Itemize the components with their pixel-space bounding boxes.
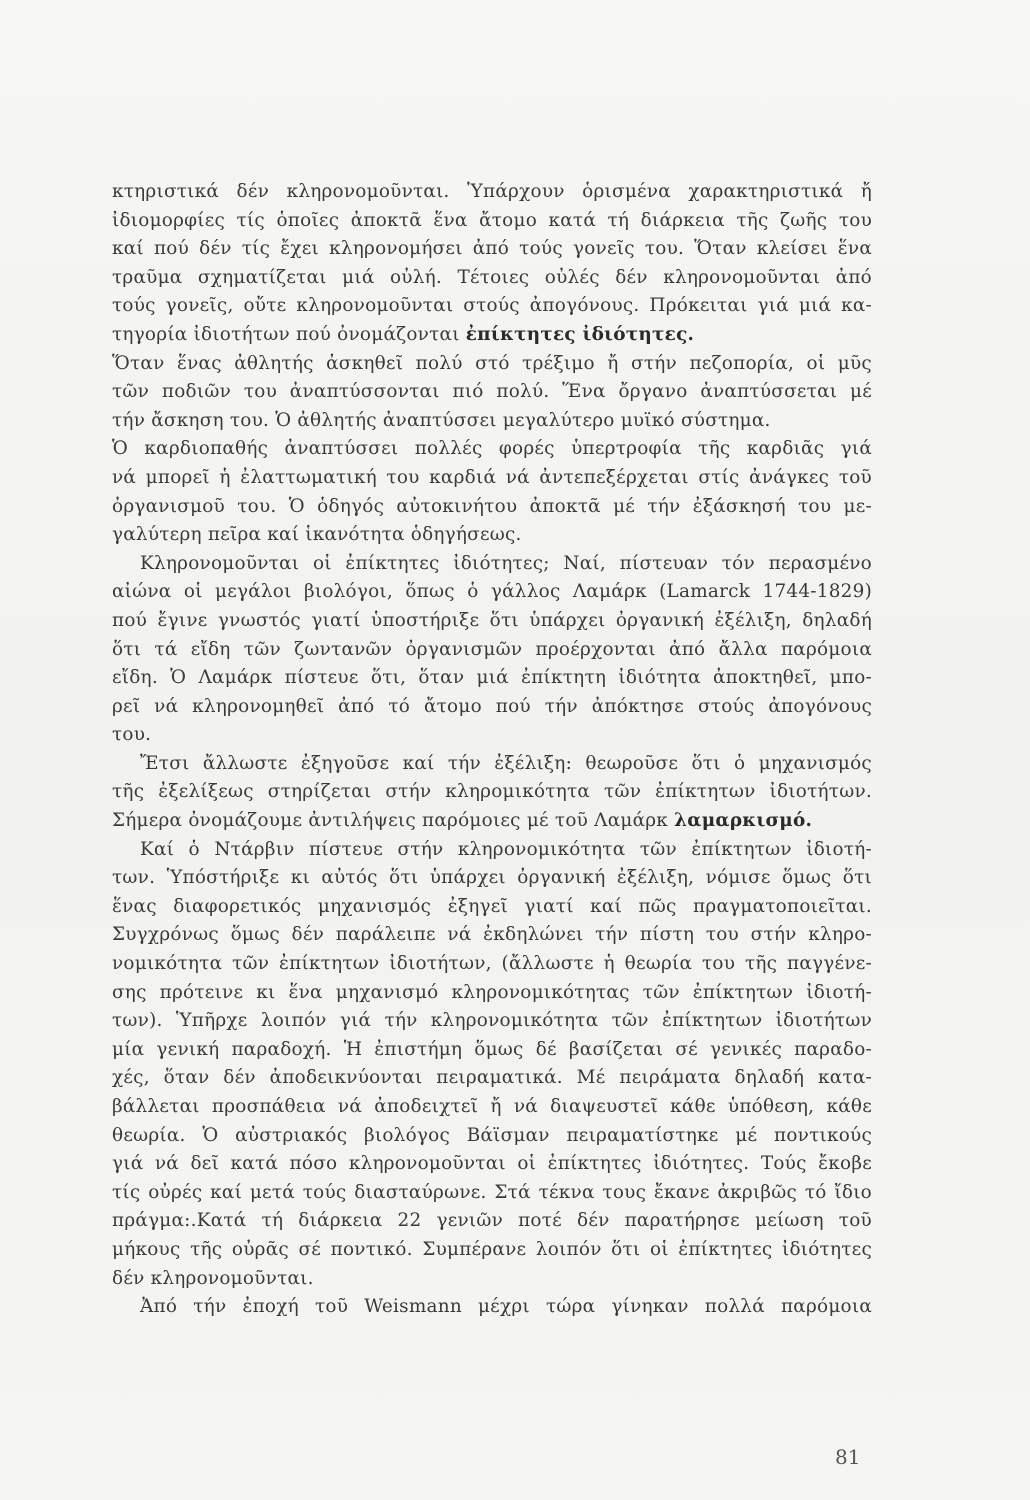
text-line: θεωρία. Ὁ αὐστριακός βιολόγος Βάϊσμαν πειραματίστηκε μέ ποντικούς <box>112 1124 872 1146</box>
text-line: χές, ὅταν δέν ἀποδεικνύονται πειραματικά. Μέ πειράματα δηλαδή κατα- <box>112 1067 872 1089</box>
text-line: γαλύτερη πεῖρα καί ἱκανότητα ὁδηγήσεως. <box>112 524 522 546</box>
bold-term-lamarckism: λαμαρκισμό. <box>674 810 813 832</box>
text-line: πράγμα:.Κατά τή διάρκεια 22 γενιῶν ποτέ δέν παρατήρησε μείωση τοῦ <box>112 1210 872 1232</box>
text-line: μήκους τῆς οὐρᾶς σέ ποντικό. Συμπέρανε λοιπόν ὅτι οἱ ἐπίκτητες ἰδιότητες <box>112 1238 872 1260</box>
text-line: ὅτι τά εἴδη τῶν ζωντανῶν ὀργανισμῶν προέρχονται ἀπό ἄλλα παρόμοια <box>112 638 872 660</box>
text-line-start: τηγορία ἰδιοτήτων πού ὀνομάζονται <box>112 323 466 345</box>
text-line: τῶν ποδιῶν του ἀναπτύσσονται πιό πολύ. Ἕνα ὄργανο ἀναπτύσσεται μέ <box>112 381 872 403</box>
text-line: Ἀπό τήν ἐποχή τοῦ Weismann μέχρι τώρα γίνηκαν πολλά παρόμοια <box>140 1296 872 1318</box>
text-line: των). Ὑπῆρχε λοιπόν γιά τήν κληρονομικότητα τῶν ἐπίκτητων ἰδιοτήτων <box>112 1010 872 1032</box>
text-line: νά μπορεῖ ἡ ἐλαττωματική του καρδιά νά ἀντεπεξέρχεται στίς ἀνάγκες τοῦ <box>112 466 872 488</box>
text-line: τίς οὐρές καί μετά τούς διασταύρωνε. Στά τέκνα τους ἔκανε ἀκριβῶς τό ἴδιο <box>112 1181 872 1203</box>
text-line: τῆς ἐξελίξεως στηρίζεται στήν κληρομικότητα τῶν ἐπίκτητων ἰδιοτήτων. <box>112 781 872 803</box>
text-line: βάλλεται προσπάθεια νά ἀποδειχτεῖ ἤ νά διαψευστεῖ κάθε ὑπόθεση, κάθε <box>112 1096 872 1117</box>
text-line: ὀργανισμοῦ του. Ὁ ὁδηγός αὐτοκινήτου ἀποκτᾶ μέ τήν ἐξάσκησή του με- <box>112 495 872 517</box>
text-line: αἰώνα οἱ μεγάλοι βιολόγοι, ὅπως ὁ γάλλος Λαμάρκ (Lamarck 1744-1829) <box>112 581 872 603</box>
text-line: των. Ὑπόστήριξε κι αὐτός ὅτι ὑπάρχει ὀργανική ἐξέλιξη, νόμισε ὅμως ὅτι <box>112 867 872 889</box>
text-line <box>112 321 872 350</box>
text-line: Ἔτσι ἄλλωστε ἐξηγοῦσε καί τήν ἐξέλιξη: θεωροῦσε ὅτι ὁ μηχανισμός <box>140 752 872 774</box>
text-line: τήν ἄσκηση του. Ὁ ἀθλητής ἀναπτύσσει μεγαλύτερο μυϊκό σύστημα. <box>112 409 771 431</box>
text-line: Συγχρόνως ὅμως δέν παράλειπε νά ἐκδηλώνει τήν πίστη του στήν κληρο- <box>112 924 872 946</box>
text-line: εἴδη. Ὁ Λαμάρκ πίστευε ὅτι, ὅταν μιά ἐπίκτητη ἰδιότητα ἀποκτηθεῖ, μπο- <box>112 667 872 689</box>
text-line: του. <box>112 724 152 746</box>
text-line: τραῦμα σχηματίζεται μιά οὐλή. Τέτοιες οὐλές δέν κληρονομοῦνται ἀπό <box>112 266 872 288</box>
text-line: γιά νά δεῖ κατά πόσο κληρονομοῦνται οἱ ἐπίκτητες ἰδιότητες. Τούς ἔκοβε <box>112 1153 872 1175</box>
text-line: ἰδιομορφίες τίς ὁποῖες ἀποκτᾶ ἕνα ἄτομο κατά τή διάρκεια τῆς ζωῆς του <box>112 209 872 231</box>
text-line: καί πού δέν τίς ἔχει κληρονομήσει ἀπό τούς γονεῖς του. Ὅταν κλείσει ἕνα <box>112 238 872 260</box>
text-line <box>112 807 872 836</box>
text-line: ἕνας διαφορετικός μηχανισμός ἐξηγεῖ γιατί καί πῶς πραγματοποιεῖται. <box>112 895 872 917</box>
text-line: σης πρότεινε κι ἕνα μηχανισμό κληρονομικότητας τῶν ἐπίκτητων ἰδιοτή- <box>112 981 872 1003</box>
text-line: τούς γονεῖς, οὔτε κληρονομοῦνται στούς ἀπογόνους. Πρόκειται γιά μιά κα- <box>112 295 872 317</box>
text-line: μία γενική παραδοχή. Ἡ ἐπιστήμη ὅμως δέ βασίζεται σέ γενικές παραδο- <box>112 1038 872 1060</box>
text-line: πού ἔγινε γνωστός γιατί ὑποστήριξε ὅτι ὑπάρχει ὀργανική ἐξέλιξη, δηλαδή <box>112 609 872 631</box>
text-line: ρεῖ νά κληρονομηθεῖ ἀπό τό ἄτομο πού τήν ἀπόκτησε στούς ἀπογόνους <box>112 695 872 717</box>
page-number: 81 <box>835 1445 861 1469</box>
text-line: κτηριστικά δέν κληρονομοῦνται. Ὑπάρχουν ὁρισμένα χαρακτηριστικά ἤ <box>112 181 872 202</box>
text-line: δέν κληρονομοῦνται. <box>112 1267 314 1289</box>
text-line: Ὅταν ἕνας ἀθλητής ἀσκηθεῖ πολύ στό τρέξιμο ἤ στήν πεζοπορία, οἱ μῦς <box>112 352 872 374</box>
text-line: Καί ὁ Ντάρβιν πίστευε στήν κληρονομικότητα τῶν ἐπίκτητων ἰδιοτή- <box>140 838 872 860</box>
bold-term-epiktites: ἐπίκτητες ἰδιότητες. <box>465 323 695 345</box>
body-text <box>112 178 872 1322</box>
text-line: Ὁ καρδιοπαθής ἀναπτύσσει πολλές φορές ὑπερτροφία τῆς καρδιᾶς γιά <box>112 438 872 460</box>
text-line-start: Σήμερα ὀνομάζουμε ἀντιλήψεις παρόμοιες μέ τοῦ Λαμάρκ <box>112 810 675 832</box>
text-line: Κληρονομοῦνται οἱ ἐπίκτητες ἰδιότητες; Ναί, πίστευαν τόν περασμένο <box>140 552 872 574</box>
text-line: νομικότητα τῶν ἐπίκτητων ἰδιοτήτων, (ἄλλωστε ἡ θεωρία του τῆς παγγένε- <box>112 953 872 975</box>
